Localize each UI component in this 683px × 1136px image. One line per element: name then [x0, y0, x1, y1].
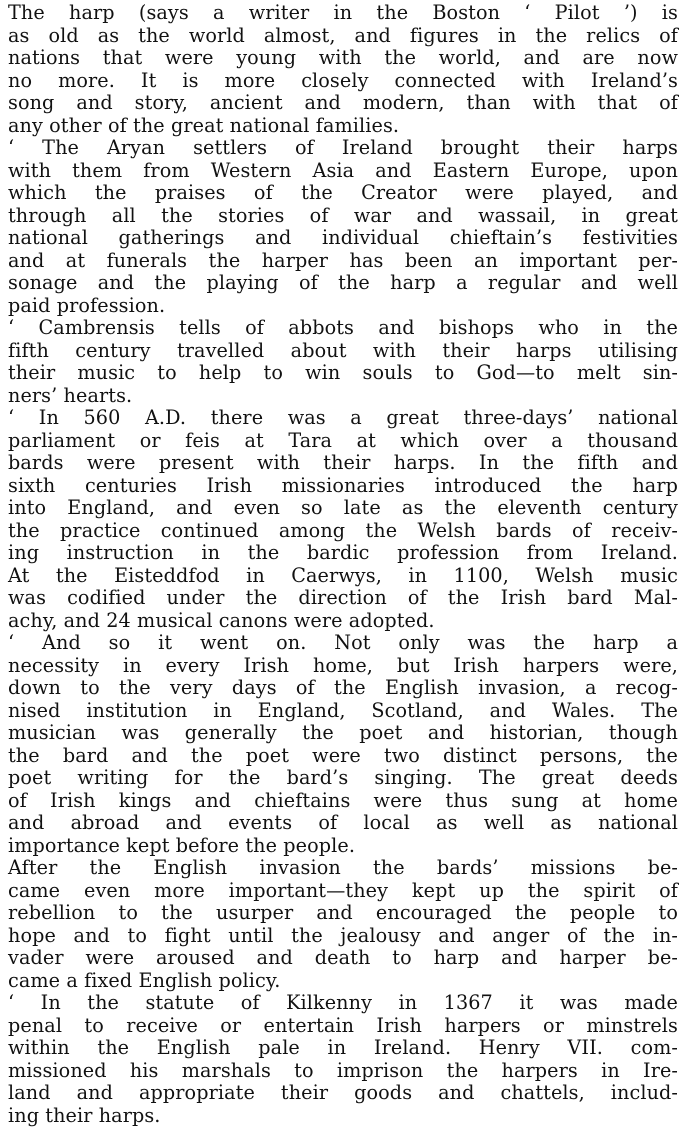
text-line: into England, and even so late as the eleventh century: [8, 496, 678, 519]
text-line: which the praises of the Creator were played, and: [8, 181, 678, 204]
text-line: and at funerals the harper has been an important per-: [8, 248, 678, 272]
text-line: ners’ hearts.: [8, 383, 133, 407]
text-line: hope and to fight until the jealousy and anger of the in-: [8, 923, 678, 947]
text-line: national gatherings and individual chieftain’s festivities: [8, 226, 678, 249]
text-line: penal to receive or entertain Irish harpers or minstrels: [8, 1013, 678, 1037]
article-column: [8, 2, 678, 1127]
text-line: nised institution in England, Scotland, and Wales. The: [8, 698, 678, 722]
paragraph-cambrensis: [8, 317, 678, 407]
text-line: their music to help to win souls to God—to melt sin-: [8, 361, 678, 384]
text-line: ‘ And so it went on. Not only was the harp a: [8, 631, 678, 654]
text-line: song and story, ancient and modern, than with that of: [8, 91, 678, 114]
text-line: musician was generally the poet and historian, though: [8, 721, 678, 744]
text-line: The harp (says a writer in the Boston ‘ Pilot ’) is: [8, 1, 678, 24]
paragraph-intro: [8, 2, 678, 137]
text-line: ‘ In the statute of Kilkenny in 1367 it was made: [8, 991, 678, 1014]
text-line: fifth century travelled about with their harps utilising: [8, 338, 678, 362]
text-line: came even more important—they kept up the spirit of: [8, 878, 678, 902]
text-line: importance kept before the people.: [8, 833, 356, 857]
text-line: was codified under the direction of the Irish bard Mal-: [8, 586, 678, 609]
text-line: ‘ Cambrensis tells of abbots and bishops who in the: [8, 316, 678, 339]
paragraph-tara-parliament: [8, 407, 678, 632]
text-line: nations that were young with the world, and are now: [8, 46, 678, 69]
text-line: achy, and 24 musical canons were adopted.: [8, 608, 435, 632]
text-line: land and appropriate their goods and chattels, includ-: [8, 1081, 678, 1104]
text-line: down to the very days of the English invasion, a recog-: [8, 676, 678, 699]
text-line: any other of the great national families.: [8, 113, 400, 137]
text-line: missioned his marshals to imprison the harpers in Ire-: [8, 1058, 678, 1082]
text-line: At the Eisteddfod in Caerwys, in 1100, Welsh music: [8, 563, 678, 587]
paragraph-english-invasion: [8, 857, 678, 992]
text-line: paid profession.: [8, 293, 166, 317]
text-line: necessity in every Irish home, but Irish harpers were,: [8, 653, 678, 677]
text-line: rebellion to the usurper and encouraged the people to: [8, 901, 678, 924]
paragraph-aryan-settlers: [8, 137, 678, 317]
text-line: sixth centuries Irish missionaries introduced the harp: [8, 473, 678, 497]
text-line: sonage and the playing of the harp a regular and well: [8, 271, 678, 294]
text-line: within the English pale in Ireland. Henry VII. com-: [8, 1036, 678, 1059]
text-line: and abroad and events of local as well as national: [8, 811, 678, 834]
text-line: ‘ The Aryan settlers of Ireland brought their harps: [8, 136, 678, 159]
text-line: the bard and the poet were two distinct persons, the: [8, 743, 678, 767]
text-line: with them from Western Asia and Eastern Europe, upon: [8, 158, 678, 182]
text-line: ing instruction in the bardic profession from Ireland.: [8, 541, 678, 564]
text-line: as old as the world almost, and figures in the relics of: [8, 23, 678, 47]
text-line: came a fixed English policy.: [8, 968, 281, 992]
text-line: the practice continued among the Welsh bards of receiv-: [8, 518, 678, 542]
paragraph-statute-kilkenny: [8, 992, 678, 1127]
text-line: bards were present with their harps. In the fifth and: [8, 451, 678, 474]
paragraph-irish-harpers: [8, 632, 678, 857]
text-line: ‘ In 560 A.D. there was a great three-days’ national: [8, 406, 678, 429]
text-line: poet writing for the bard’s singing. The great deeds: [8, 766, 678, 789]
text-line: ing their harps.: [8, 1103, 161, 1127]
text-line: no more. It is more closely connected with Ireland’s: [8, 68, 678, 92]
text-line: through all the stories of war and wassail, in great: [8, 203, 678, 227]
text-line: parliament or feis at Tara at which over a thousand: [8, 428, 678, 452]
text-line: After the English invasion the bards’ missions be-: [8, 856, 678, 879]
text-line: of Irish kings and chieftains were thus sung at home: [8, 788, 678, 812]
text-line: vader were aroused and death to harp and harper be-: [8, 946, 678, 969]
